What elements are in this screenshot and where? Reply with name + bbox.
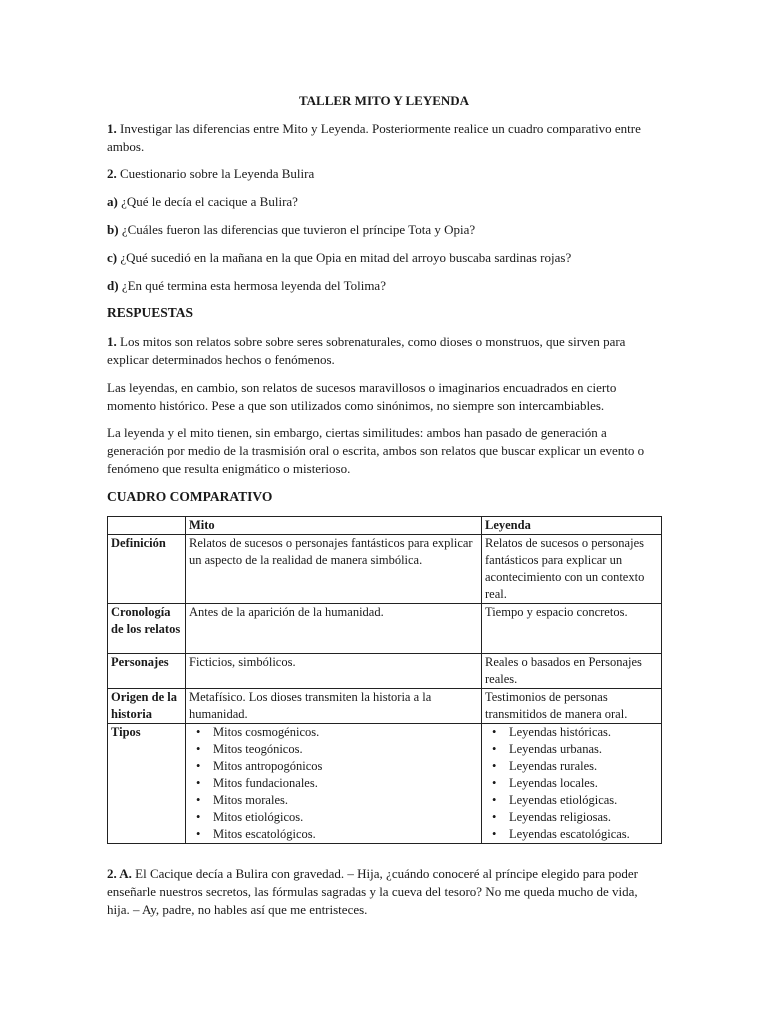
answer-1 bbox=[107, 333, 661, 369]
cell-mito-definicion: Relatos de sucesos o personajes fantásticos para explicar un aspecto de la realidad de manera simbólica. bbox=[186, 535, 482, 604]
comparison-table bbox=[107, 516, 662, 844]
question-a bbox=[107, 193, 661, 211]
question-1-text: Investigar las diferencias entre Mito y Leyenda. Posteriormente realice un cuadro comparativo entre ambos. bbox=[107, 121, 641, 154]
answers-heading: RESPUESTAS bbox=[107, 305, 194, 320]
list-item: • Leyendas locales. bbox=[485, 775, 658, 792]
list-item: • Leyendas etiológicas. bbox=[485, 792, 658, 809]
cell-mito-tipos bbox=[186, 724, 482, 844]
cell-mito-origen: Metafísico. Los dioses transmiten la historia a la humanidad. bbox=[186, 689, 482, 724]
answer-1-number: 1. bbox=[107, 334, 117, 349]
question-d bbox=[107, 277, 661, 295]
answer-1-paragraph-2: Las leyendas, en cambio, son relatos de sucesos maravillosos o imaginarios encuadrados en cierto momento histórico. Pese a que son utilizados como sinónimos, no siempre son intercambiables. bbox=[107, 380, 617, 413]
question-b-letter: b) bbox=[107, 222, 119, 237]
question-d-letter: d) bbox=[107, 278, 119, 293]
cell-mito-personajes: Ficticios, simbólicos. bbox=[186, 654, 482, 689]
cell-leyenda-origen: Testimonios de personas transmitidos de manera oral. bbox=[482, 689, 662, 724]
question-1-number: 1. bbox=[107, 121, 117, 136]
question-c bbox=[107, 249, 661, 267]
table-row bbox=[108, 654, 662, 689]
list-item: • Leyendas religiosas. bbox=[485, 809, 658, 826]
cell-leyenda-personajes: Reales o basados en Personajes reales. bbox=[482, 654, 662, 689]
row-label-cronologia: Cronología de los relatos bbox=[108, 604, 186, 654]
answer-1-text: Los mitos son relatos sobre sobre seres sobrenaturales, como dioses o monstruos, que sirven para explicar determinados hechos o fenómenos. bbox=[107, 334, 626, 367]
answer-2a-number: 2. A. bbox=[107, 866, 132, 881]
question-a-letter: a) bbox=[107, 194, 118, 209]
row-label-definicion: Definición bbox=[108, 535, 186, 604]
row-label-origen: Origen de la historia bbox=[108, 689, 186, 724]
leyenda-types-list bbox=[485, 724, 658, 843]
question-2-number: 2. bbox=[107, 166, 117, 181]
answer-2a-text: El Cacique decía a Bulira con gravedad. – Hija, ¿cuándo conoceré al príncipe elegido para poder enseñarle nuestros secretos, las fórmulas sagradas y la cueva del tesoro? No me queda mucho de vida, hija. – Ay, padre, no hables así que me entristeces. bbox=[107, 866, 638, 917]
list-item: • Mitos cosmogénicos. bbox=[189, 724, 478, 741]
table-heading: CUADRO COMPARATIVO bbox=[107, 489, 273, 504]
list-item: • Leyendas rurales. bbox=[485, 758, 658, 775]
list-item: • Mitos escatológicos. bbox=[189, 826, 478, 843]
list-item: • Mitos teogónicos. bbox=[189, 741, 478, 758]
question-a-text: ¿Qué le decía el cacique a Bulira? bbox=[117, 194, 298, 209]
list-item: • Mitos morales. bbox=[189, 792, 478, 809]
table-row bbox=[108, 689, 662, 724]
column-header-mito: Mito bbox=[186, 517, 482, 535]
row-label-personajes: Personajes bbox=[108, 654, 186, 689]
table-row bbox=[108, 604, 662, 654]
question-c-letter: c) bbox=[107, 250, 118, 265]
document-title: TALLER MITO Y LEYENDA bbox=[298, 93, 470, 108]
list-item: • Mitos fundacionales. bbox=[189, 775, 478, 792]
cell-mito-cronologia: Antes de la aparición de la humanidad. bbox=[186, 604, 482, 654]
question-2 bbox=[107, 165, 661, 183]
question-d-text: ¿En qué termina esta hermosa leyenda del Tolima? bbox=[118, 278, 386, 293]
list-item: • Leyendas históricas. bbox=[485, 724, 658, 741]
question-b-text: ¿Cuáles fueron las diferencias que tuvieron el príncipe Tota y Opia? bbox=[118, 222, 476, 237]
table-row bbox=[108, 535, 662, 604]
table-header-row bbox=[108, 517, 662, 535]
list-item: • Leyendas urbanas. bbox=[485, 741, 658, 758]
cell-leyenda-definicion: Relatos de sucesos o personajes fantásticos para explicar un acontecimiento con un contexto real. bbox=[482, 535, 662, 604]
row-label-tipos: Tipos bbox=[108, 724, 186, 844]
list-item: • Mitos etiológicos. bbox=[189, 809, 478, 826]
list-item: • Leyendas escatológicas. bbox=[485, 826, 658, 843]
question-c-text: ¿Qué sucedió en la mañana en la que Opia en mitad del arroyo buscaba sardinas rojas? bbox=[117, 250, 572, 265]
answer-1-paragraph-3: La leyenda y el mito tienen, sin embargo, ciertas similitudes: ambos han pasado de generación a generación por medio de la trasmisión oral o escrita, ambos son relatos que buscar explicar un evento o fenómeno que resulta enigmático o misterioso. bbox=[107, 425, 645, 476]
cell-leyenda-cronologia: Tiempo y espacio concretos. bbox=[482, 604, 662, 654]
cell-leyenda-tipos bbox=[482, 724, 662, 844]
list-item: • Mitos antropogónicos bbox=[189, 758, 478, 775]
answer-2a bbox=[107, 865, 661, 919]
question-1 bbox=[107, 120, 661, 156]
table-row bbox=[108, 724, 662, 844]
question-2-text: Cuestionario sobre la Leyenda Bulira bbox=[116, 166, 315, 181]
table-corner-cell bbox=[108, 517, 186, 535]
column-header-leyenda: Leyenda bbox=[482, 517, 662, 535]
question-b bbox=[107, 221, 661, 239]
mito-types-list bbox=[189, 724, 478, 843]
